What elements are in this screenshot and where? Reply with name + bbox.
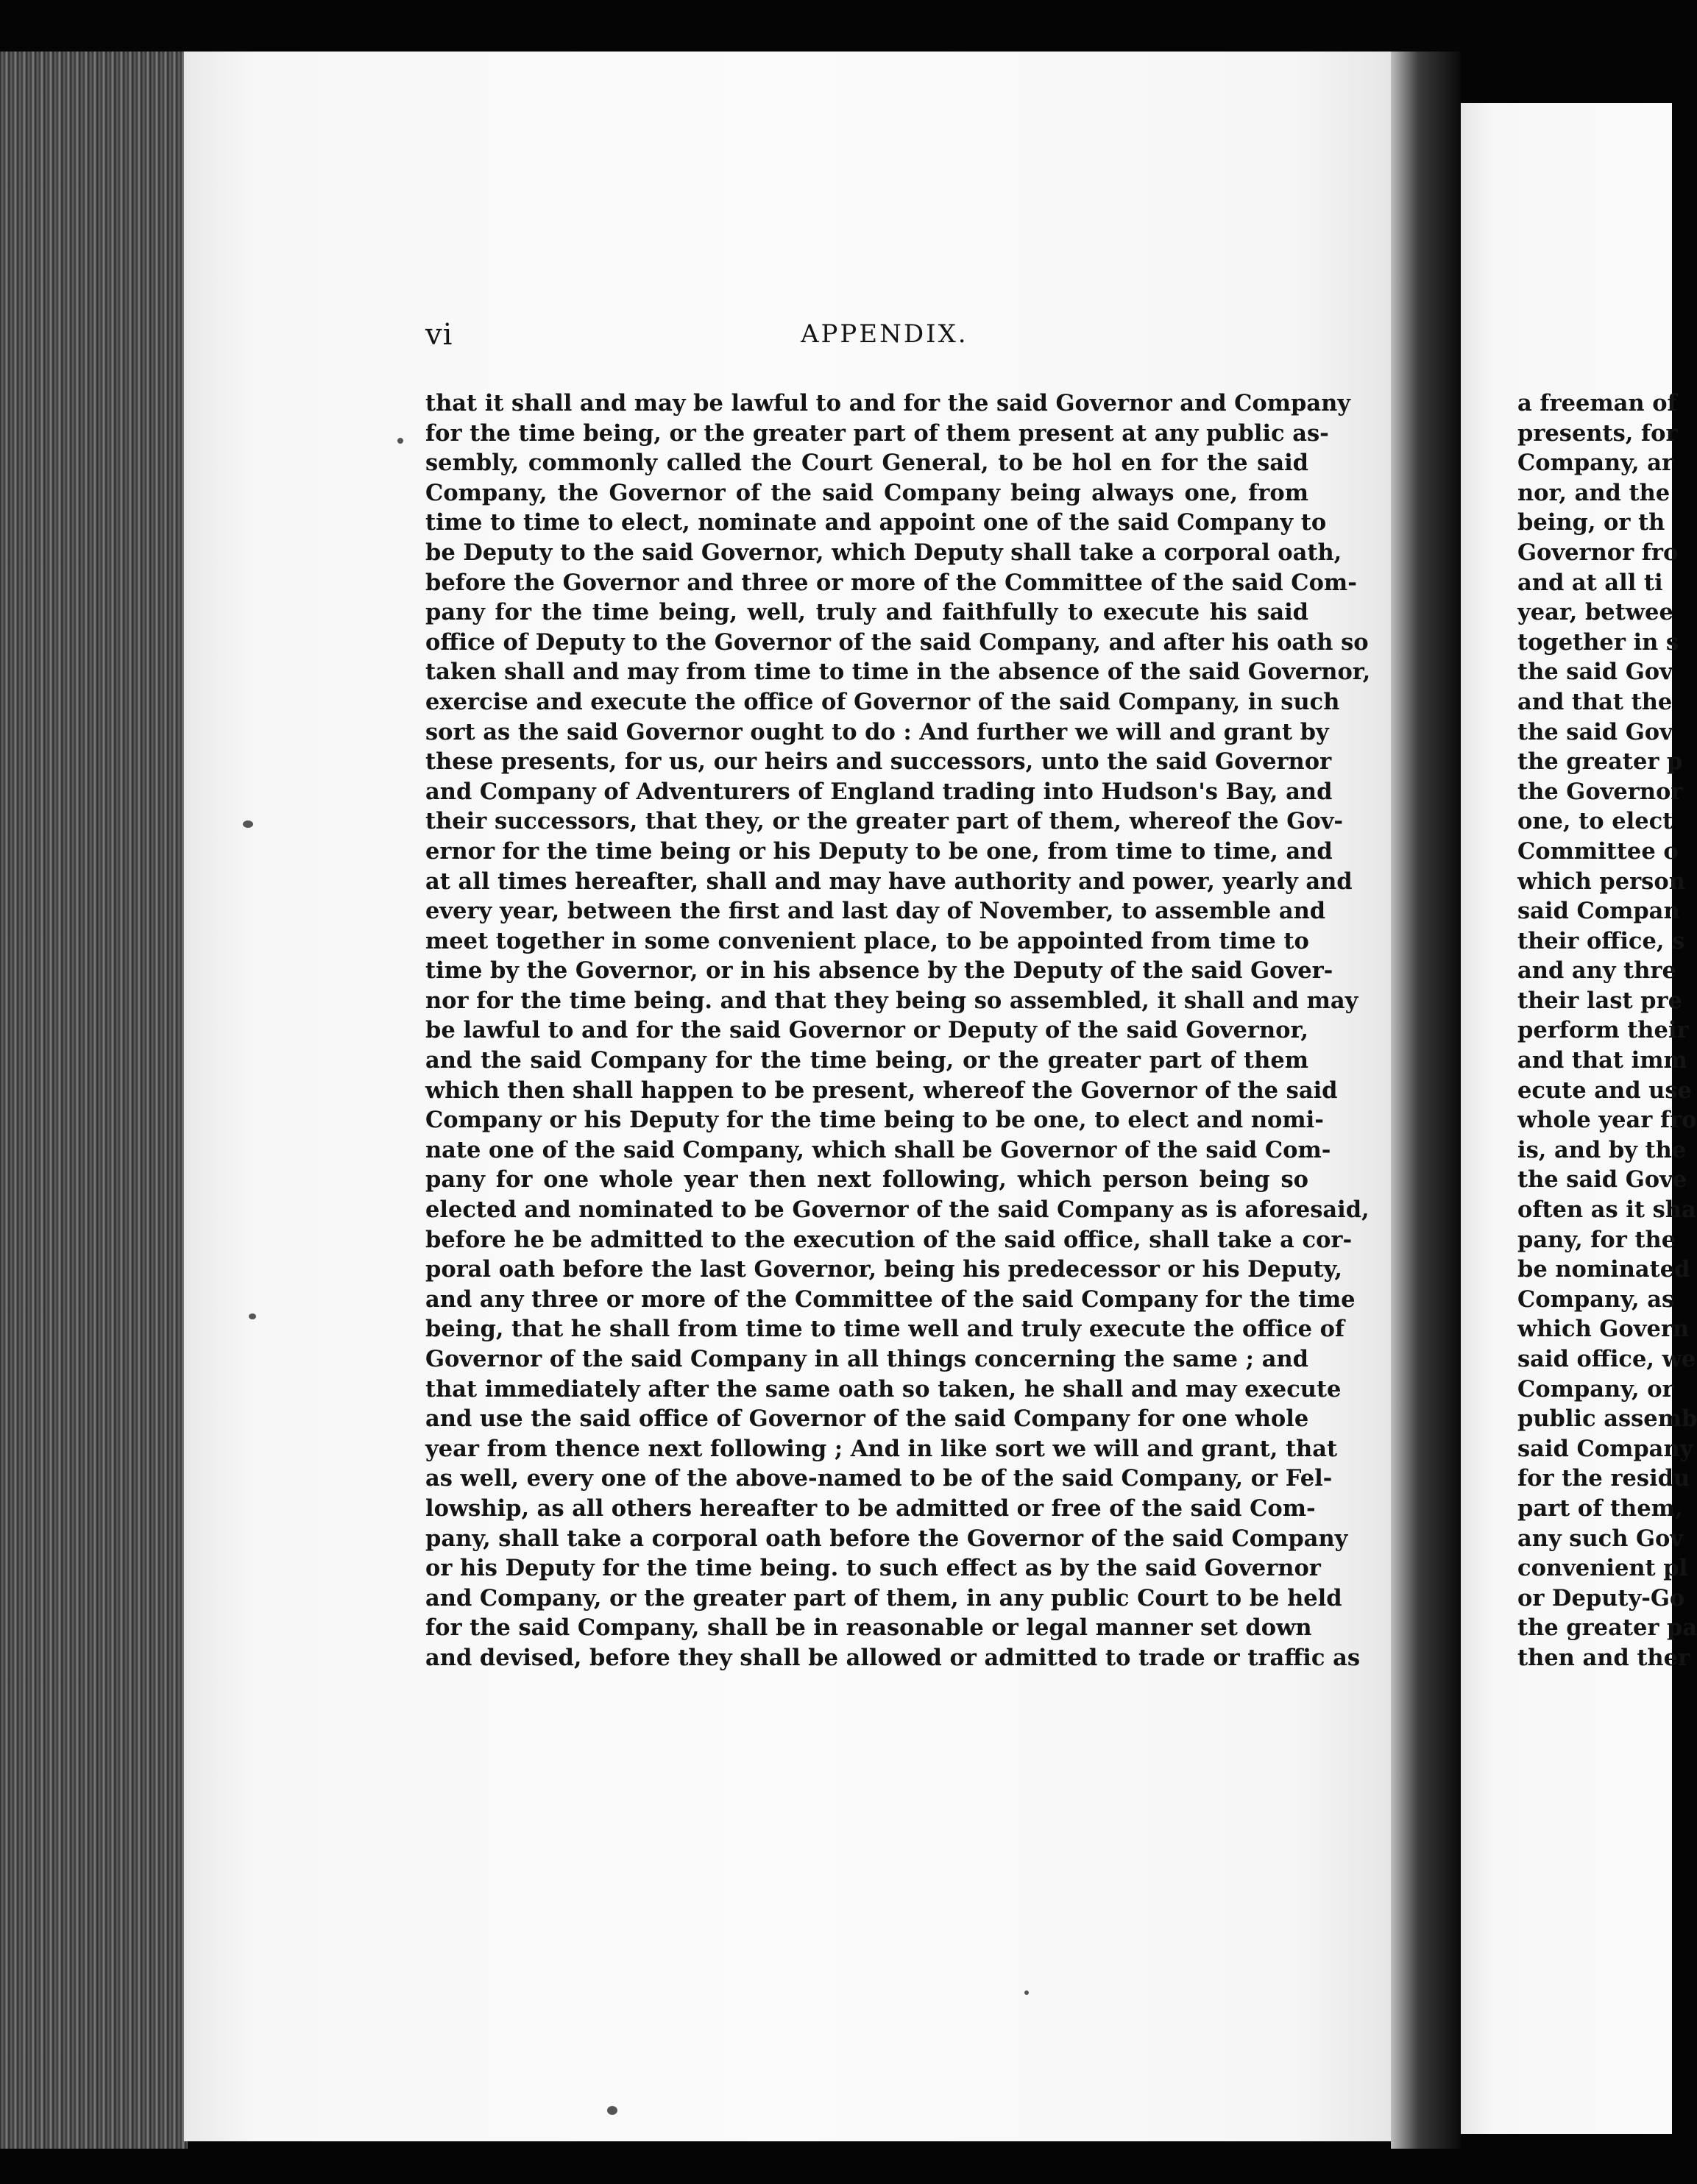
text-line: the said Gove <box>1517 1166 1687 1194</box>
text-line: or his Deputy for the time being. to such effect as by the said Governor <box>425 1555 1321 1582</box>
text-line: and that the <box>1517 688 1673 715</box>
text-line: being, or th <box>1517 509 1665 536</box>
text-line: any such Gov <box>1517 1525 1684 1552</box>
scan-speck <box>249 1313 256 1319</box>
text-line: ecute and use <box>1517 1077 1692 1104</box>
text-line: and that imm <box>1517 1047 1687 1074</box>
text-line: for the time being, or the greater part of them present at any public as- <box>425 419 1329 447</box>
text-line: for the said Company, shall be in reasonable or legal manner set down <box>425 1614 1312 1642</box>
running-head <box>425 318 1308 362</box>
page-stack-edge <box>0 52 188 2149</box>
text-line: year from thence next following ; And in like sort we will and grant, that <box>425 1435 1338 1462</box>
text-line: their office, s <box>1517 927 1685 954</box>
text-line: and Company of Adventurers of England trading into Hudson's Bay, and <box>425 778 1333 805</box>
text-line: and at all ti <box>1517 569 1663 596</box>
text-line: as well, every one of the above-named to be of the said Company, or Fel- <box>425 1465 1333 1492</box>
text-line: be Deputy to the said Governor, which Deputy shall take a corporal oath, <box>425 539 1342 566</box>
text-line: these presents, for us, our heirs and successors, unto the said Governor <box>425 748 1332 776</box>
text-line: be nominated <box>1517 1256 1690 1283</box>
text-line: Committee o <box>1517 837 1679 865</box>
text-line: poral oath before the last Governor, being his predecessor or his Deputy, <box>425 1256 1343 1283</box>
text-line: Company or his Deputy for the time being to be one, to elect and nomi- <box>425 1107 1324 1134</box>
text-line: Governor fro <box>1517 539 1679 566</box>
text-line: perform their <box>1517 1017 1689 1044</box>
scan-speck <box>607 2106 617 2115</box>
text-line: being, that he shall from time to time well and truly execute the office of <box>425 1316 1345 1343</box>
text-line: or Deputy-Go <box>1517 1584 1685 1612</box>
text-line: public assemb <box>1517 1405 1697 1433</box>
text-line: Governor of the said Company in all things concerning the same ; and <box>425 1346 1308 1372</box>
text-line: every year, between the first and last day of November, to assemble and <box>425 898 1326 925</box>
scan-speck <box>1024 1990 1029 1995</box>
text-line: part of them, <box>1517 1495 1683 1522</box>
text-line: time by the Governor, or in his absence by the Deputy of the said Gover- <box>425 957 1333 985</box>
text-line: and any thre <box>1517 957 1676 985</box>
text-line: at all times hereafter, shall and may have authority and power, yearly and <box>425 868 1353 895</box>
text-line: time to time to elect, nominate and appoint one of the said Company to <box>425 509 1327 536</box>
text-line: and any three or more of the Committee of the said Company for the time <box>425 1286 1356 1313</box>
text-line: the said Gov <box>1517 718 1673 745</box>
text-line: office of Deputy to the Governor of the said Company, and after his oath so <box>425 628 1369 656</box>
text-line: the Governor <box>1517 778 1683 805</box>
book-gutter <box>1391 52 1461 2149</box>
text-line: is, and by the <box>1517 1136 1687 1163</box>
text-line: before he be admitted to the execution of the said office, shall take a cor- <box>425 1226 1353 1253</box>
text-line: pany, shall take a corporal oath before the Governor of the said Company <box>425 1525 1348 1552</box>
text-line: elected and nominated to be Governor of the said Company as is aforesaid, <box>425 1196 1370 1224</box>
text-line: and Company, or the greater part of them, in any public Court to be held <box>425 1584 1342 1612</box>
text-line: whole year fro <box>1517 1107 1697 1134</box>
scan-speck <box>243 820 253 828</box>
text-line: the said Gov <box>1517 659 1673 686</box>
text-line: exercise and execute the office of Governor of the said Company, in such <box>425 688 1340 715</box>
text-line: the greater pa <box>1517 1614 1697 1642</box>
text-line: then and ther <box>1517 1644 1690 1671</box>
text-line: that immediately after the same oath so taken, he shall and may execute <box>425 1375 1342 1403</box>
text-line: pany, for the <box>1517 1226 1676 1253</box>
text-line: often as it sha <box>1517 1196 1696 1224</box>
text-line: be lawful to and for the said Governor or Deputy of the said Governor, <box>425 1017 1308 1044</box>
text-line: convenient pl <box>1517 1555 1688 1582</box>
text-line: lowship, as all others hereafter to be admitted or free of the said Com- <box>425 1495 1316 1522</box>
text-line: Company, as <box>1517 1286 1675 1313</box>
page-number: vi <box>425 318 453 352</box>
text-line: a freeman of <box>1517 390 1677 416</box>
text-line: Company, ar <box>1517 450 1674 477</box>
text-line: Company, or <box>1517 1375 1674 1403</box>
text-line: sembly, commonly called the Court General, to be hol en for the said <box>425 450 1308 477</box>
text-line: and devised, before they shall be allowed or admitted to trade or traffic as <box>425 1644 1361 1671</box>
text-line: and use the said office of Governor of the said Company for one whole <box>425 1405 1309 1433</box>
text-line: nor, and the <box>1517 479 1671 506</box>
text-line: which Govern <box>1517 1316 1690 1343</box>
text-line: pany for one whole year then next following, which person being so <box>425 1166 1308 1194</box>
text-line: year, betwee <box>1517 599 1673 626</box>
text-line: their last pre <box>1517 987 1682 1014</box>
scan-speck <box>397 438 403 444</box>
text-line: nor for the time being. and that they being so assembled, it shall and may <box>425 987 1358 1014</box>
text-line: said Company <box>1517 1435 1693 1462</box>
text-line: together in s <box>1517 628 1679 656</box>
text-line: sort as the said Governor ought to do : And further we will and grant by <box>425 718 1329 745</box>
header-title: APPENDIX. <box>801 319 968 349</box>
text-line: before the Governor and three or more of the Committee of the said Com- <box>425 569 1357 596</box>
text-line: meet together in some convenient place, to be appointed from time to <box>425 927 1309 954</box>
text-line: pany for the time being, well, truly and faithfully to execute his said <box>425 599 1308 626</box>
text-line: for the residu <box>1517 1465 1690 1492</box>
text-line: said office, we <box>1517 1346 1696 1372</box>
left-page-body <box>425 389 1371 1673</box>
right-page-body <box>1517 389 1697 1673</box>
text-line: ernor for the time being or his Deputy to be one, from time to time, and <box>425 837 1333 865</box>
text-line: which person <box>1517 868 1685 895</box>
text-line: and the said Company for the time being, or the greater part of them <box>425 1047 1308 1074</box>
text-line: taken shall and may from time to time in the absence of the said Governor, <box>425 659 1371 686</box>
text-line: nate one of the said Company, which shall be Governor of the said Com- <box>425 1136 1331 1163</box>
text-line: Company, the Governor of the said Company being always one, from <box>425 479 1308 506</box>
text-line: the greater p <box>1517 748 1683 776</box>
text-line: said Compan <box>1517 898 1680 925</box>
text-line: presents, for <box>1517 419 1678 447</box>
text-line: one, to elect <box>1517 808 1673 835</box>
text-line: their successors, that they, or the greater part of them, whereof the Gov- <box>425 808 1344 835</box>
text-line: which then shall happen to be present, whereof the Governor of the said <box>425 1077 1338 1104</box>
text-line: that it shall and may be lawful to and for the said Governor and Company <box>425 390 1351 416</box>
